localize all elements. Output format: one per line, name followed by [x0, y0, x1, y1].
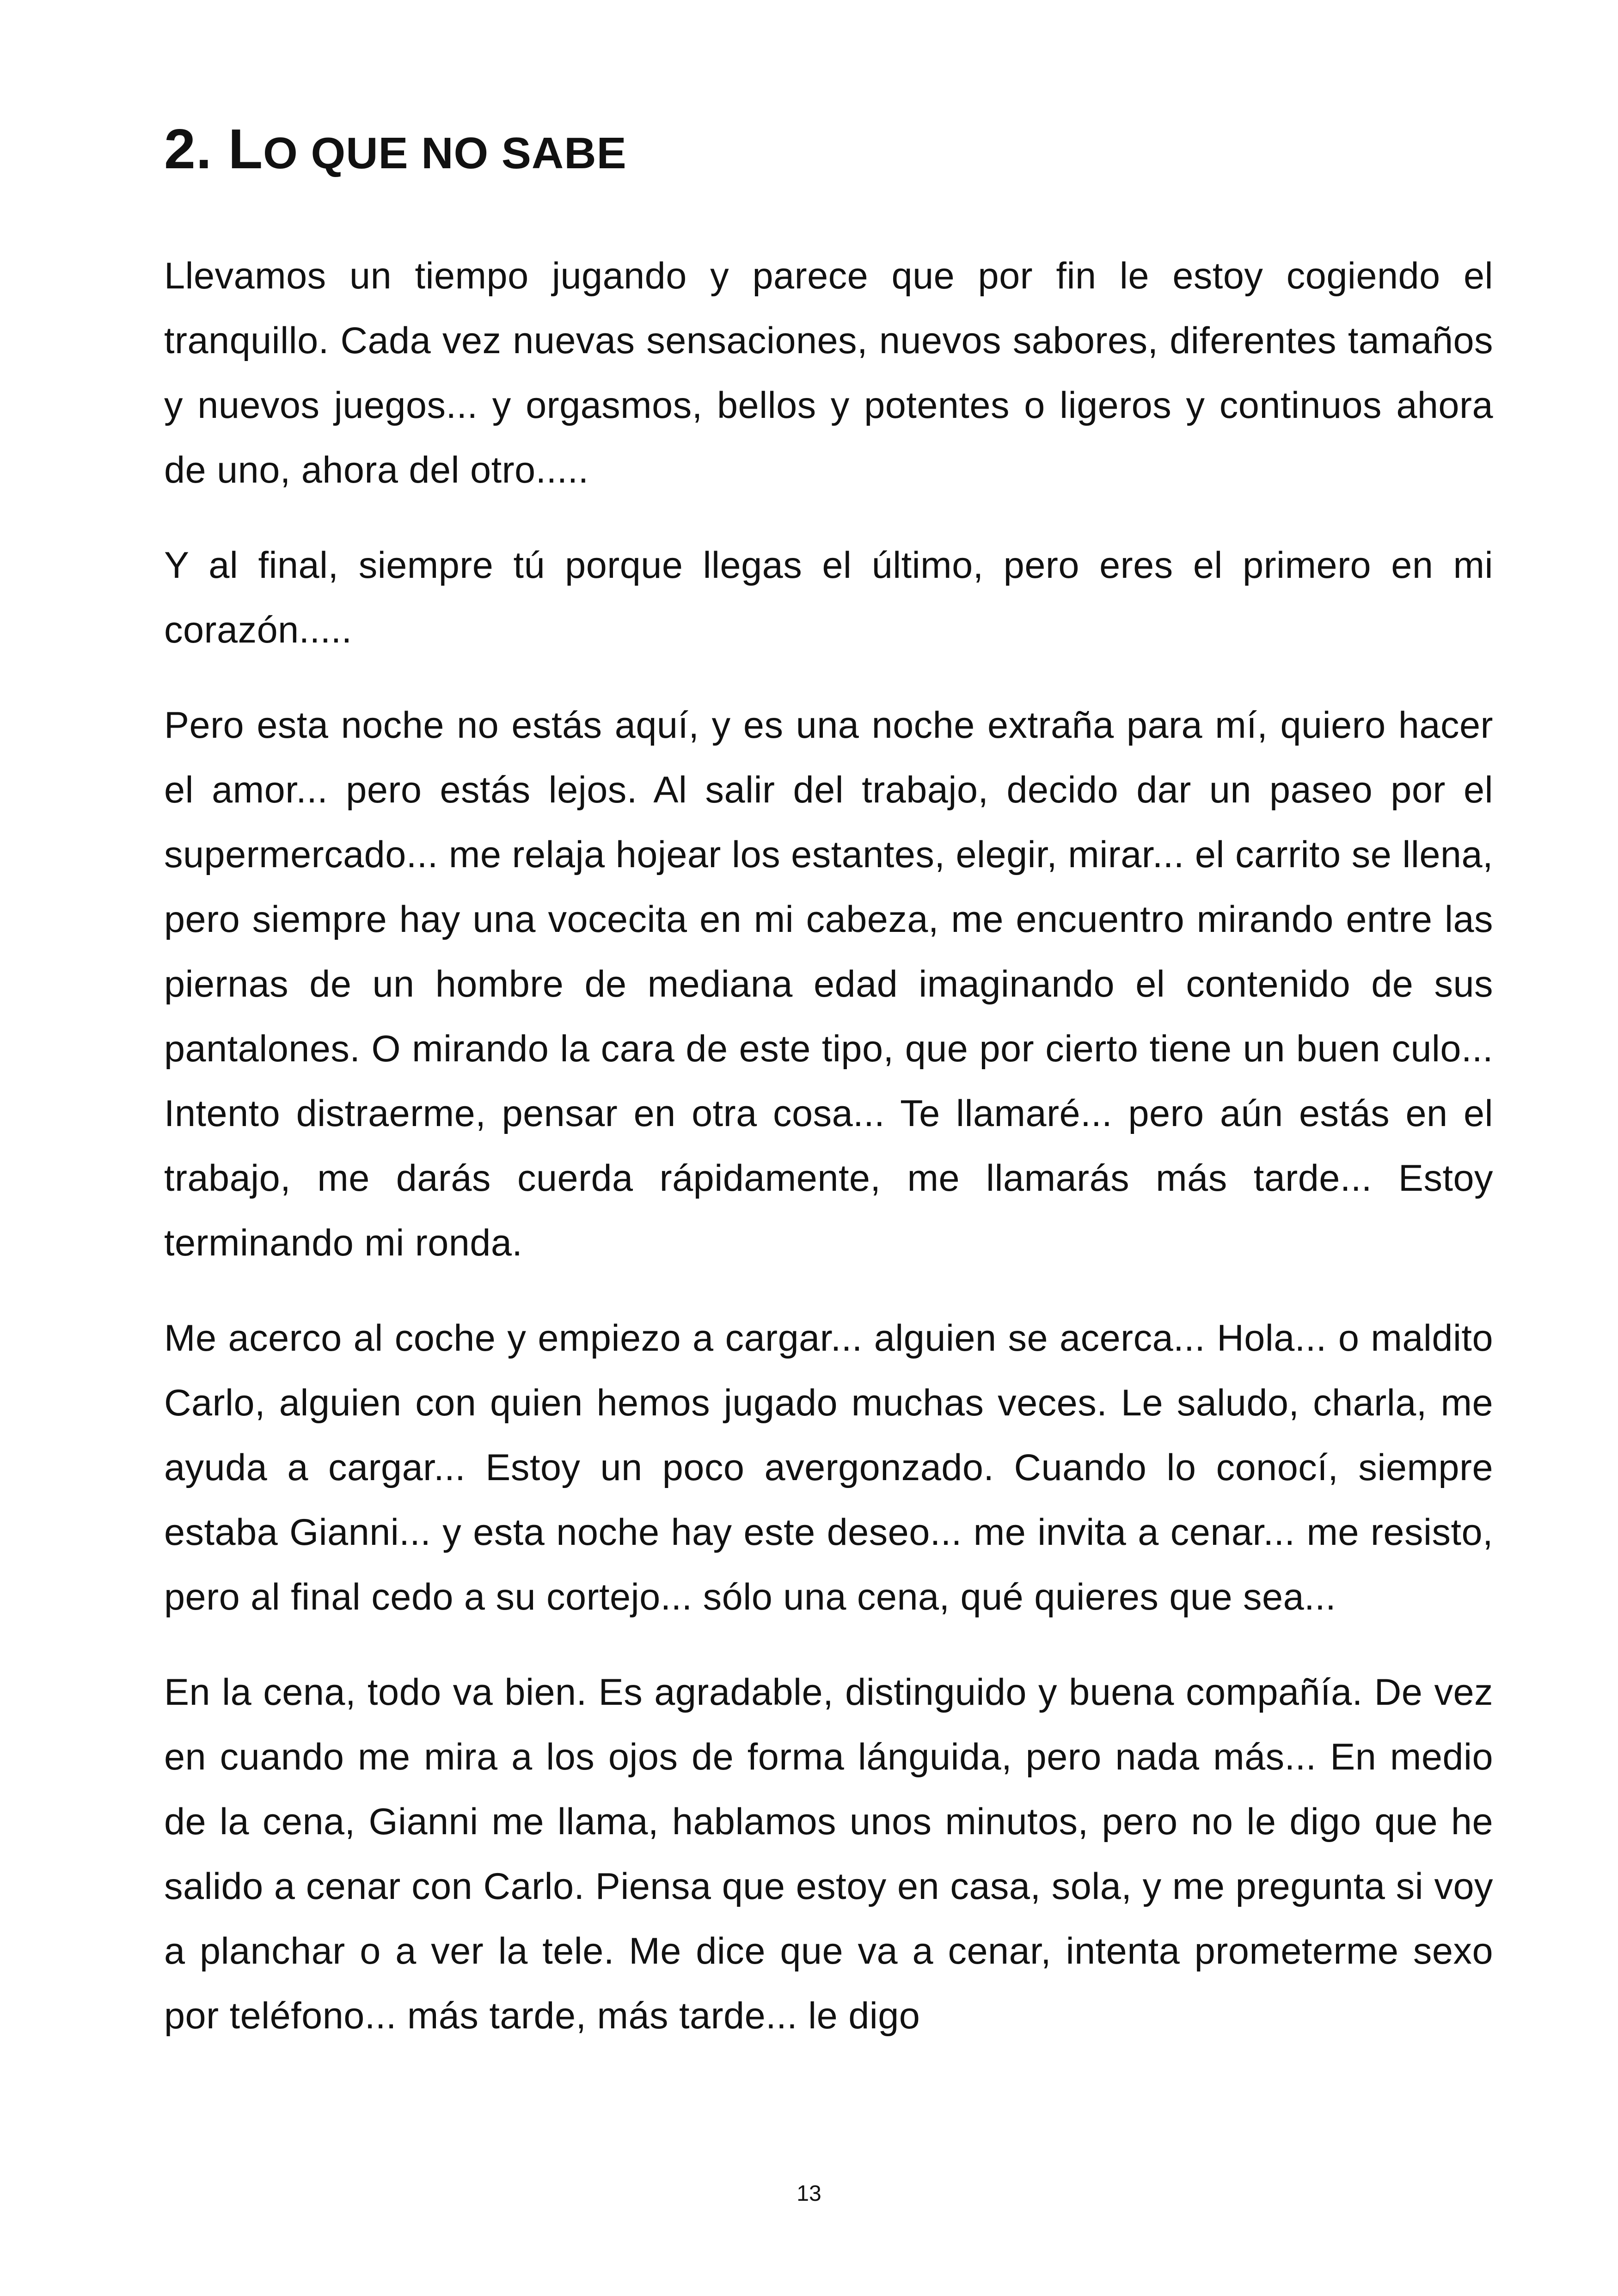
chapter-title — [164, 118, 1493, 180]
paragraph-1: Llevamos un tiempo jugando y parece que por fin le estoy cogiendo el tranquillo. Cada vez nuevas sensaciones, nuevos sabores, diferentes tamaños y nuevos juegos... y orgasmos, bellos y potentes o ligeros y continuos ahora de uno, ahora del otro..... — [164, 255, 1493, 491]
paragraph-3: Pero esta noche no estás aquí, y es una noche extraña para mí, quiero hacer el amor... pero estás lejos. Al salir del trabajo, decido dar un paseo por el supermercado... me relaja hojear los estantes, elegir, mirar... el carrito se llena, pero siempre hay una vocecita en mi cabeza, me encuentro mirando entre las piernas de un hombre de mediana edad imaginando el contenido de sus pantalones. O mirando la cara de este tipo, que por cierto tiene un buen culo... Intento distraerme, pensar en otra cosa... Te llamaré... pero aún estás en el trabajo, me darás cuerda rápidamente, me llamarás más tarde... Estoy terminando mi ronda. — [164, 704, 1493, 1264]
page-number: 13 — [797, 2181, 821, 2206]
page-content — [164, 118, 1493, 2079]
paragraph-5: En la cena, todo va bien. Es agradable, distinguido y buena compañía. De vez en cuando me mira a los ojos de forma lánguida, pero nada más... En medio de la cena, Gianni me llama, hablamos unos minutos, pero no le digo que he salido a cenar con Carlo. Piensa que estoy en casa, sola, y me pregunta si voy a planchar o a ver la tele. Me dice que va a cenar, intenta prometerme sexo por teléfono... más tarde, más tarde... le digo — [164, 1671, 1493, 2037]
chapter-title-number: 2. L — [164, 117, 264, 180]
paragraph-4: Me acerco al coche y empiezo a cargar... alguien se acerca... Hola... o maldito Carlo, alguien con quien hemos jugado muchas veces. Le saludo, charla, me ayuda a cargar... Estoy un poco avergonzado. Cuando lo conocí, siempre estaba Gianni... y esta noche hay este deseo... me invita a cenar... me resisto, pero al final cedo a su cortejo... sólo una cena, qué quieres que sea... — [164, 1317, 1493, 1618]
paragraph-2: Y al final, siempre tú porque llegas el último, pero eres el primero en mi corazón..... — [164, 545, 1493, 651]
chapter-title-rest: O QUE NO SABE — [263, 129, 627, 178]
